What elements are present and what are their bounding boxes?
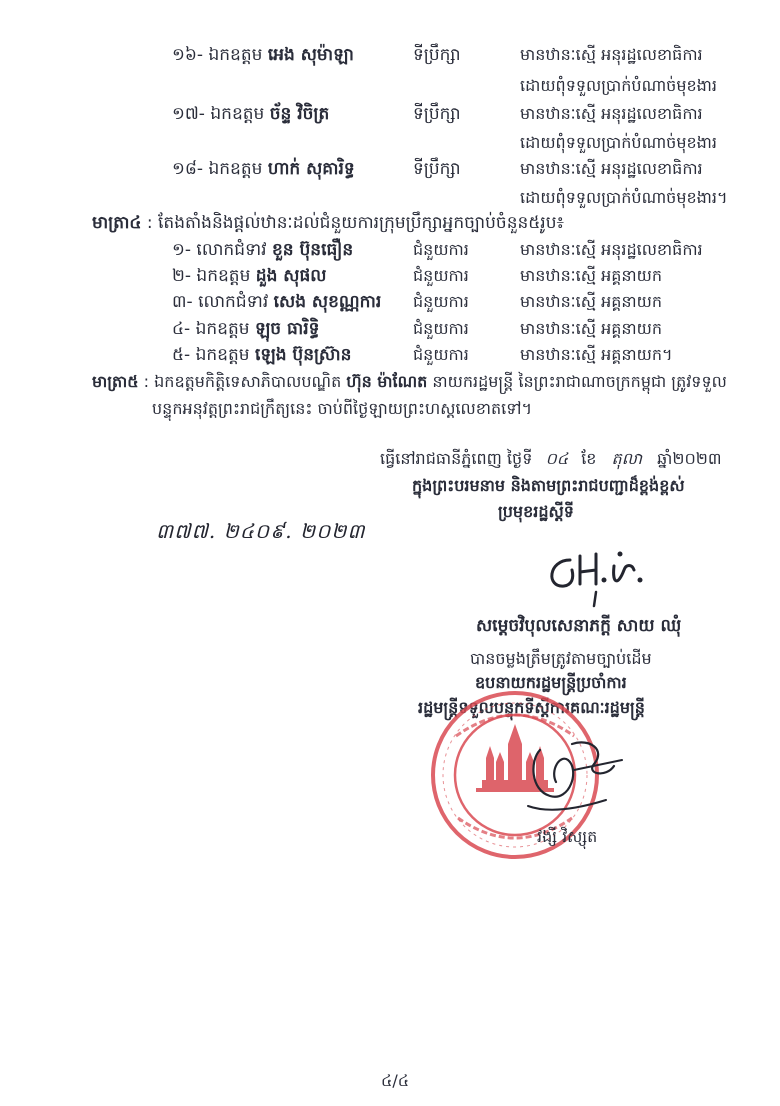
article-4 [92,212,564,237]
item-rank: មានឋានៈស្មើ អនុរដ្ឋលេខាធិការ [520,240,703,259]
item-name: ឡេង ប៊ុនស្រ៊ាន [254,345,352,365]
date-year: ឆ្នាំ២០២៣ [657,449,722,468]
date-day: ០៤ [545,449,569,468]
article-name: ហ៊ុន ម៉ាណែត [346,372,428,391]
item-rank: មានឋានៈស្មើ អគ្គនាយក [520,319,662,338]
item-position: ជំនួយការ [413,266,469,285]
item-rank: មានឋានៈស្មើ អនុរដ្ឋលេខាធិការ [520,45,703,64]
list-item [172,158,355,183]
list-item [172,318,319,343]
item-name: ឡុច ធារិទ្ធិ [254,319,320,339]
signatory-2-name: វង្សី វិស្សុត [537,827,598,846]
list-item [172,103,329,128]
list-item [172,344,351,369]
item-number: ៣- [172,292,193,312]
handwritten-reference: ៣៧៧. ២៤០៩. ២០២៣ [156,519,366,543]
item-number: ៥- [172,345,191,365]
item-title: លោកជំទាវ [196,240,267,260]
item-name: ហាក់ សុគារិទ្ធ [267,159,355,179]
list-item [172,239,353,264]
list-item [172,291,381,316]
item-title: ឯកឧត្តម [208,45,263,65]
article-text: : តែងតាំងនិងផ្តល់ឋានៈដល់ជំនួយការក្រុមប្រឹក្សាអ្នកច្បាប់ចំនួន៥រូប៖ [141,213,564,233]
article-text: នាយករដ្ឋមន្ត្រី នៃព្រះរាជាណាចក្រកម្ពុជា ត្រូវទទួល [427,372,727,391]
item-title: ឯកឧត្តម [195,319,250,339]
signatory-name: សម្តេចវិបុលសេនាភក្តី សាយ ឈុំ [476,616,682,636]
date-line [380,448,722,472]
item-title: ឯកឧត្តម [210,104,265,124]
item-name: ខួន ប៊ុនធឿន [271,240,354,260]
item-position: ជំនួយការ [413,319,469,338]
item-rank: មានឋានៈស្មើ អនុរដ្ឋលេខាធិការ [520,104,703,123]
closing-line-2: ប្រមុខរដ្ឋស្តីទី [498,502,574,521]
item-note: ដោយពុំទទួលប្រាក់បំណាច់មុខងារ [520,133,717,152]
item-note: ដោយពុំទទួលប្រាក់បំណាច់មុខងារ។ [520,188,728,207]
item-number: ១៨- [172,159,204,179]
item-number: ១- [172,240,192,260]
date-month-label: ខែ [581,449,597,468]
item-note: ដោយពុំទទួលប្រាក់បំណាច់មុខងារ [520,76,717,95]
signatory-role-1: ឧបនាយករដ្ឋមន្ត្រីប្រចាំការ [475,673,627,692]
date-prefix: ធ្វើនៅរាជធានីភ្នំពេញ ថ្ងៃទី [380,449,533,468]
closing-line-1: ក្នុងព្រះបរមនាម និងតាមព្រះរាជបញ្ជាដ៏ខ្ពង់ខ្ពស់ [412,476,685,495]
king-signature [540,540,650,610]
item-name: ដួង សុផល [255,266,327,286]
item-title: ឯកឧត្តម [208,159,263,179]
item-position: ទីប្រឹក្សា [413,159,461,179]
list-item [172,44,354,69]
page-number: ៤/៤ [381,1071,410,1090]
item-title: ឯកឧត្តម [196,266,251,286]
item-number: ១៧- [172,104,205,124]
item-rank: មានឋានៈស្មើ អគ្គនាយក [520,292,662,311]
article-label: មាត្រា៤ [92,213,142,233]
certification-line: បានចម្លងត្រឹមត្រូវតាមច្បាប់ដើម [470,649,652,668]
item-position: ជំនួយការ [413,345,469,364]
article-5 [92,371,727,395]
item-position: ជំនួយការ [413,240,469,259]
signatory-role-2: រដ្ឋមន្ត្រីទទួលបន្ទុកទីស្តីការគណៈរដ្ឋមន្ត្រី [418,698,645,717]
item-rank: មានឋានៈស្មើ អនុរដ្ឋលេខាធិការ [520,159,703,178]
article-label: មាត្រា៥ [92,372,139,391]
item-name: អេង សុម៉ាឡា [267,45,354,65]
item-number: ១៦- [172,45,204,65]
item-name: សេង សុខណ្ណការ [273,292,382,312]
article-5-line-2: បន្ទុកអនុវត្តព្រះរាជក្រឹត្យនេះ ចាប់ពីថ្ងៃឡាយព្រះហស្តលេខាតទៅ។ [152,399,533,418]
minister-signature [510,730,630,820]
item-name: ច័ន្ទ វិចិត្រ [269,104,330,124]
list-item [172,265,326,290]
item-number: ៤- [172,319,191,339]
item-position: ជំនួយការ [413,292,469,311]
item-rank: មានឋានៈស្មើ អគ្គនាយក [520,266,662,285]
item-rank: មានឋានៈស្មើ អគ្គនាយក។ [520,345,673,364]
item-position: ទីប្រឹក្សា [413,104,461,124]
item-number: ២- [172,266,192,286]
item-title: ឯកឧត្តម [195,345,250,365]
date-month: តុលា [611,449,642,468]
item-title: លោកជំទាវ [198,292,269,312]
item-position: ទីប្រឹក្សា [413,45,461,65]
article-text: : ឯកឧត្តមកិត្តិទេសាភិបាលបណ្ឌិត [138,372,347,391]
